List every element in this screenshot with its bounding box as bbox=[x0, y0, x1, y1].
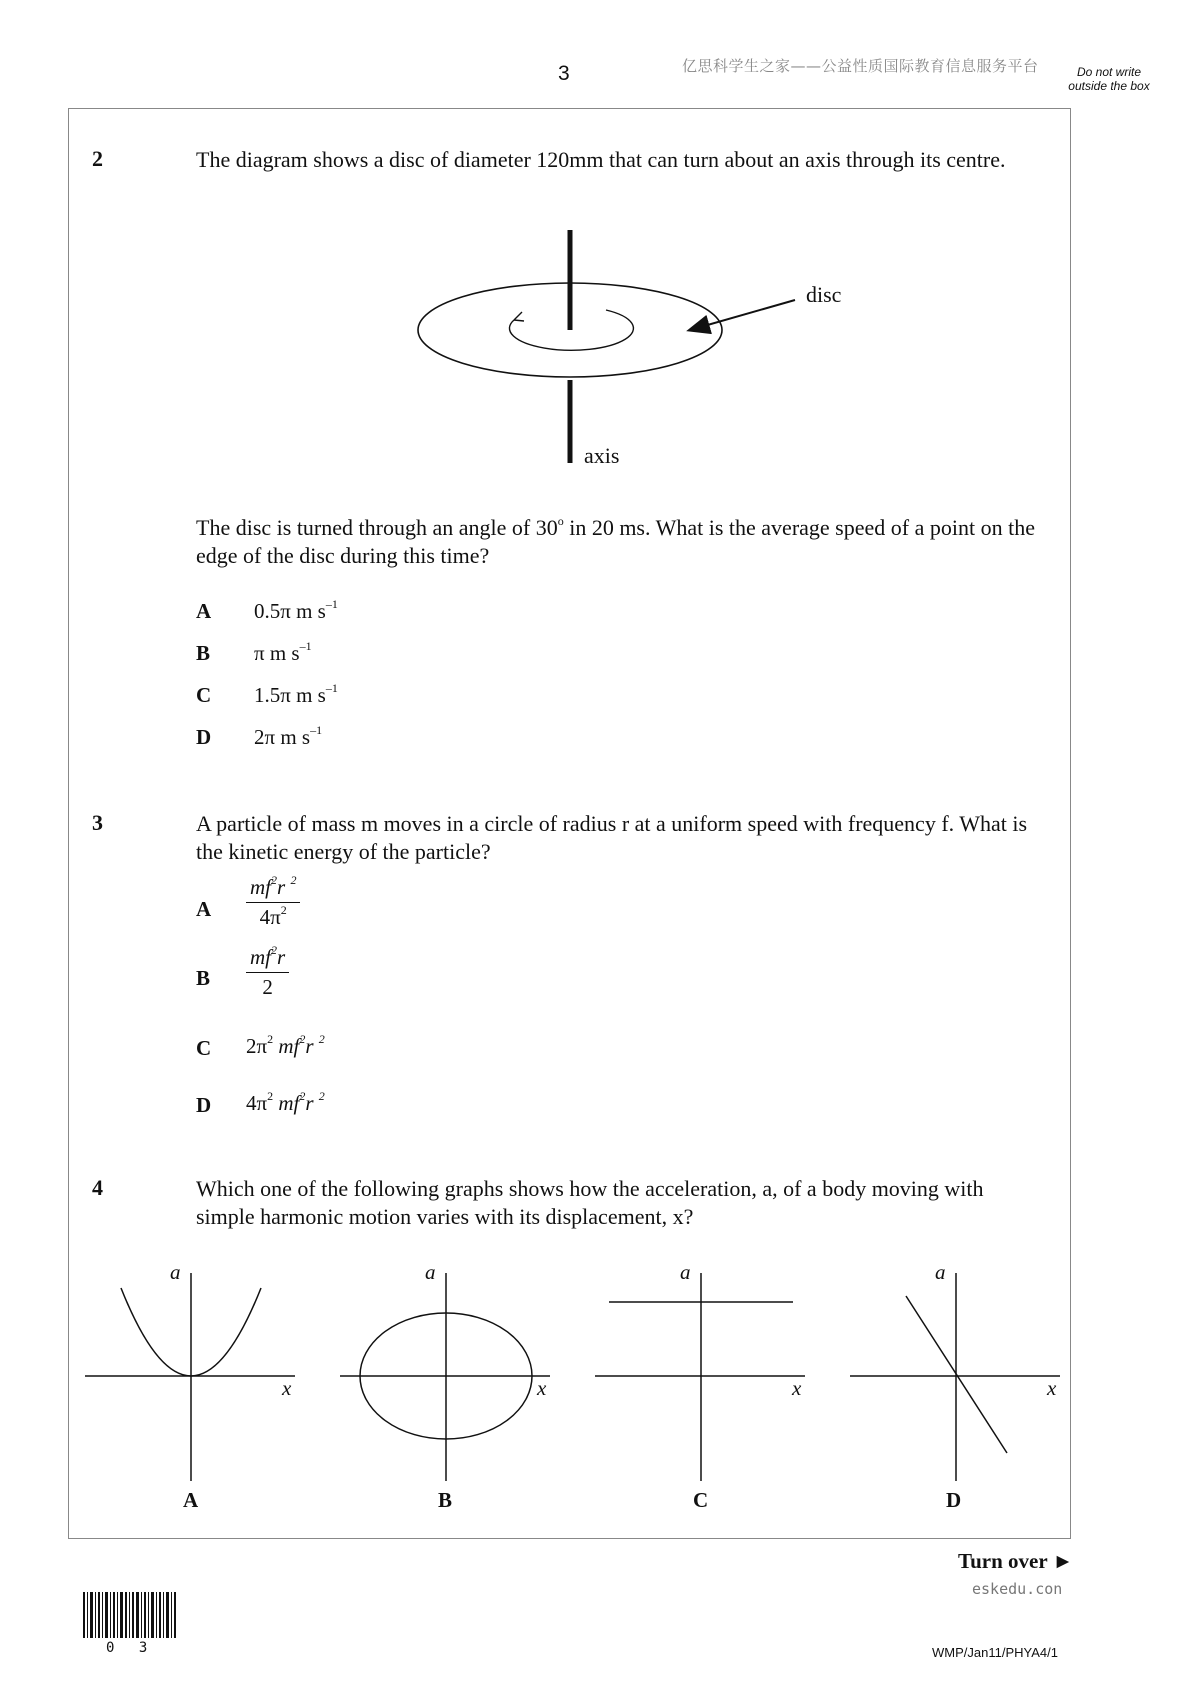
graph-c-y-label: a bbox=[680, 1260, 691, 1284]
graph-b-label[interactable]: B bbox=[438, 1488, 453, 1512]
question-3-text: A particle of mass m moves in a circle of radius r at a uniform speed with frequency f. What is the kinetic energy of the particle? bbox=[196, 811, 1028, 864]
q3-option-d-letter[interactable]: D bbox=[196, 1093, 212, 1117]
watermark: 亿思科学生之家——公益性质国际教育信息服务平台 bbox=[682, 57, 1039, 75]
q2-option-a-value: 0.5π m $s^{-1}$ bbox=[254, 597, 338, 623]
question-4-text: Which one of the following graphs shows how the acceleration, a, of a body moving with simple harmonic motion varies with its displacement, x? bbox=[196, 1176, 984, 1229]
graph-c bbox=[595, 1268, 810, 1483]
disc-pointer-arrow bbox=[690, 300, 795, 330]
q2-option-c-value: 1.5π m $s^{-1}$ bbox=[254, 681, 338, 707]
graph-a-x-label: x bbox=[282, 1376, 292, 1400]
q3-option-c-letter[interactable]: C bbox=[196, 1036, 212, 1060]
graph-d-x-label: x bbox=[1047, 1376, 1057, 1400]
question-2-intro: The diagram shows a disc of diameter 120mm that can turn about an axis through its centre. bbox=[196, 147, 1006, 172]
graph-a-y-label: a bbox=[170, 1260, 181, 1284]
q3-option-d-value: $4\pi^2$ $mf^2r$ $^2$ bbox=[246, 1089, 325, 1115]
q2-option-d-letter[interactable]: D bbox=[196, 725, 212, 749]
margin-note: Do not write outside the box bbox=[1068, 65, 1150, 93]
question-2-number: 2 bbox=[92, 146, 103, 171]
disc-diagram bbox=[410, 225, 870, 470]
question-3-number: 3 bbox=[92, 810, 103, 835]
q3-option-a-letter[interactable]: A bbox=[196, 897, 212, 921]
paper-reference: WMP/Jan11/PHYA4/1 bbox=[932, 1645, 1058, 1660]
question-2-text: The disc is turned through an angle of 30$^o$ in 20 ms. What is the average speed of a point on the edge of the disc during this time? bbox=[196, 513, 1035, 568]
barcode-icon bbox=[83, 1592, 178, 1638]
turn-over-label: Turn over ► bbox=[958, 1549, 1074, 1573]
barcode-number: 0 3 bbox=[106, 1640, 156, 1656]
graph-b-y-label: a bbox=[425, 1260, 436, 1284]
graph-b-x-label: x bbox=[537, 1376, 547, 1400]
graph-b bbox=[340, 1268, 555, 1483]
graph-a-label[interactable]: A bbox=[183, 1488, 199, 1512]
graph-c-label[interactable]: C bbox=[693, 1488, 709, 1512]
disc-label: disc bbox=[806, 282, 842, 307]
graph-d-y-label: a bbox=[935, 1260, 946, 1284]
site-watermark: eskedu.con bbox=[972, 1580, 1063, 1598]
q2-option-d-value: 2π m $s^{-1}$ bbox=[254, 723, 323, 749]
graph-a bbox=[85, 1268, 300, 1483]
axis-label: axis bbox=[584, 443, 620, 468]
q2-option-b-letter[interactable]: B bbox=[196, 641, 211, 665]
page-number: 3 bbox=[558, 62, 570, 85]
q2-option-c-letter[interactable]: C bbox=[196, 683, 212, 707]
q3-option-a-fraction: $\frac{mf^2r ^2}{4\pi^2}$ bbox=[246, 875, 300, 930]
q3-option-c-value: $2\pi^2$ $mf^2r$ $^2$ bbox=[246, 1032, 325, 1058]
graph-d bbox=[850, 1268, 1065, 1483]
q3-option-b-letter[interactable]: B bbox=[196, 966, 211, 990]
q2-option-a-letter[interactable]: A bbox=[196, 599, 212, 623]
q3-option-b-fraction: $\frac{mf^2r}{2}$ bbox=[246, 945, 289, 1000]
q2-option-b-value: π m $s^{-1}$ bbox=[254, 639, 312, 665]
graph-c-x-label: x bbox=[792, 1376, 802, 1400]
question-4-number: 4 bbox=[92, 1175, 103, 1200]
graph-d-label[interactable]: D bbox=[946, 1488, 962, 1512]
